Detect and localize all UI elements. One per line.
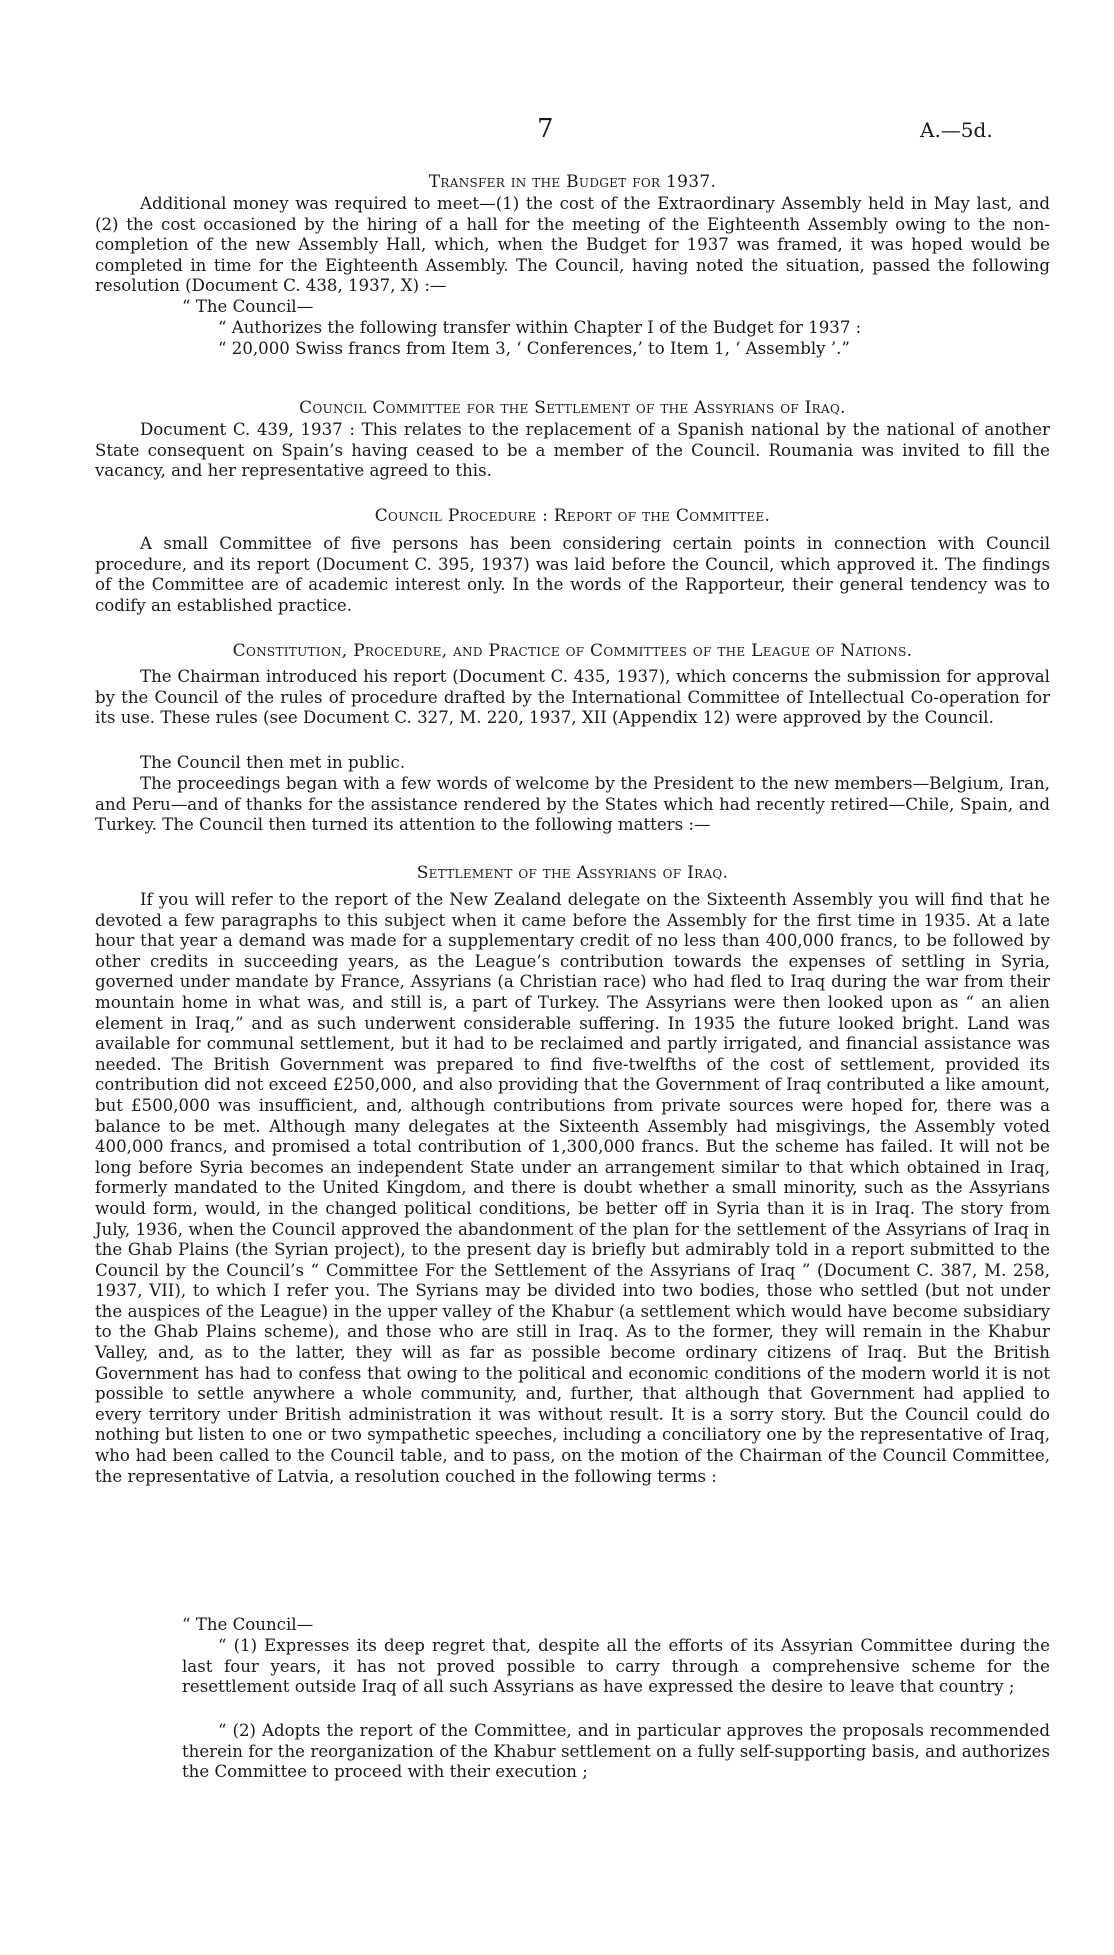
constitution-paragraph: The Chairman introduced his report (Document C. 435, 1937), which concerns the submission for approval by the Council of the rules of procedure drafted by the International Committee of Intellectual Co-operation for its use. These rules (see Document C. 327, M. 220, 1937, XII (Appendix 12) were approved by the Council. <box>95 667 1050 728</box>
document-series: A.—5d. <box>920 118 993 142</box>
settlement-quote-item1: “ (1) Expresses its deep regret that, despite all the efforts of its Assyrian Committee during the last four years, it has not proved possible to carry through a comprehensive scheme for the resettlement outside Iraq of all such Assyrians as have expressed the desire to leave that country ; <box>182 1636 1050 1697</box>
page-number: 7 <box>537 114 554 144</box>
proceedings-paragraph: The proceedings began with a few words of welcome by the President to the new members—Belgium, Iran, and Peru—and of thanks for the assistance rendered by the States which had recently retired—Chile, Spain, and Turkey. The Council then turned its attention to the following matters :— <box>95 774 1050 835</box>
heading-transfer-budget: Transfer in the Budget for 1937. <box>428 172 717 192</box>
transfer-quote-francs: “ 20,000 Swiss francs from Item 3, ‘ Conferences,’ to Item 1, ‘ Assembly ’.” <box>218 339 850 358</box>
council-committee-paragraph: Document C. 439, 1937 : This relates to the replacement of a Spanish national by the national of another State consequent on Spain’s having ceased to be a member of the Council. Roumania was invited to fill the vacancy, and her representative agreed to this. <box>95 420 1050 481</box>
procedure-paragraph: A small Committee of five persons has been considering certain points in connection with Council procedure, and its report (Document C. 395, 1937) was laid before the Council, which approved it. The findings of the Committee are of academic interest only. In the words of the Rapporteur, their general tendency was to codify an established practice. <box>95 534 1050 615</box>
settlement-quote-council: “ The Council— <box>182 1615 314 1634</box>
transfer-paragraph: Additional money was required to meet—(1) the cost of the Extraordinary Assembly held in May last, and (2) the cost occasioned by the hiring of a hall for the meeting of the Eighteenth Assembly owing to the non-completion of the new Assembly Hall, which, when the Budget for 1937 was framed, it was hoped would be completed in time for the Eighteenth Assembly. The Council, having noted the situation, passed the following resolution (Document C. 438, 1937, X) :— <box>95 194 1050 296</box>
transfer-quote-council: “ The Council— <box>182 297 314 316</box>
transfer-quote-authorizes: “ Authorizes the following transfer within Chapter I of the Budget for 1937 : <box>218 318 862 337</box>
council-public-paragraph: The Council then met in public. <box>140 753 406 772</box>
heading-council-procedure: Council Procedure : Report of the Committee. <box>374 506 771 526</box>
heading-council-committee: Council Committee for the Settlement of the Assyrians of Iraq. <box>299 398 846 418</box>
settlement-paragraph: If you will refer to the report of the New Zealand delegate on the Sixteenth Assembly you will find that he devoted a few paragraphs to this subject when it came before the Assembly for the first time in 1935. At a late hour that year a demand was made for a supplementary credit of no less than 400,000 francs, to be followed by other credits in succeeding years, as the League’s contribution towards the expenses of settling in Syria, governed under mandate by France, Assyrians (a Christian race) who had fled to Iraq during the war from their mountain home in what was, and still is, a part of Turkey. The Assyrians were then looked upon as “ an alien element in Iraq,” and as such underwent considerable suffering. In 1935 the future looked bright. Land was available for communal settlement, but it had to be reclaimed and partly irrigated, and financial assistance was needed. The British Government was prepared to find five-twelfths of the cost of settlement, provided its contribution did not exceed £250,000, and also providing that the Government of Iraq contributed a like amount, but £500,000 was insufficient, and, although contributions from private sources were hoped for, there was a balance to be met. Although many delegates at the Sixteenth Assembly had misgivings, the Assembly voted 400,000 francs, and promised a total contribution of 1,300,000 francs. But the scheme has failed. It will not be long before Syria becomes an independent State under an arrangement similar to that which obtained in Iraq, formerly mandated to the United Kingdom, and there is doubt whether a small minority, such as the Assyrians would form, would, in the changed political conditions, be better off in Syria than it is in Iraq. The story from July, 1936, when the Council approved the abandonment of the plan for the settlement of the Assyrians of Iraq in the Ghab Plains (the Syrian project), to the present day is briefly but admirably told in a report submitted to the Council by the Council’s “ Committee For the Settlement of the Assyrians of Iraq ” (Document C. 387, M. 258, 1937, VII), to which I refer you. The Syrians may be divided into two bodies, those who settled (but not under the auspices of the League) in the upper valley of the Khabur (a settlement which would have become subsidiary to the Ghab Plains scheme), and those who are still in Iraq. As to the former, they will remain in the Khabur Valley, and, as to the latter, they will as far as possible become ordinary citizens of Iraq. But the British Government has had to confess that owing to the political and economic conditions of the modern world it is not possible to settle anywhere a whole community, and, further, that although that Government had applied to every territory under British administration it was without result. It is a sorry story. But the Council could do nothing but listen to one or two sympathetic speeches, including a conciliatory one by the representative of Iraq, who had been called to the Council table, and to pass, on the motion of the Chairman of the Council Committee, the representative of Latvia, a resolution couched in the following terms : <box>95 890 1050 1486</box>
heading-settlement-assyrians: Settlement of the Assyrians of Iraq. <box>416 863 729 883</box>
settlement-quote-item2: “ (2) Adopts the report of the Committee, and in particular approves the proposals recommended therein for the reorganization of the Khabur settlement on a fully self-supporting basis, and authorizes the Committee to proceed with their execution ; <box>182 1721 1050 1782</box>
heading-constitution-committees: Constitution, Procedure, and Practice of Committees of the League of Nations. <box>232 641 913 661</box>
